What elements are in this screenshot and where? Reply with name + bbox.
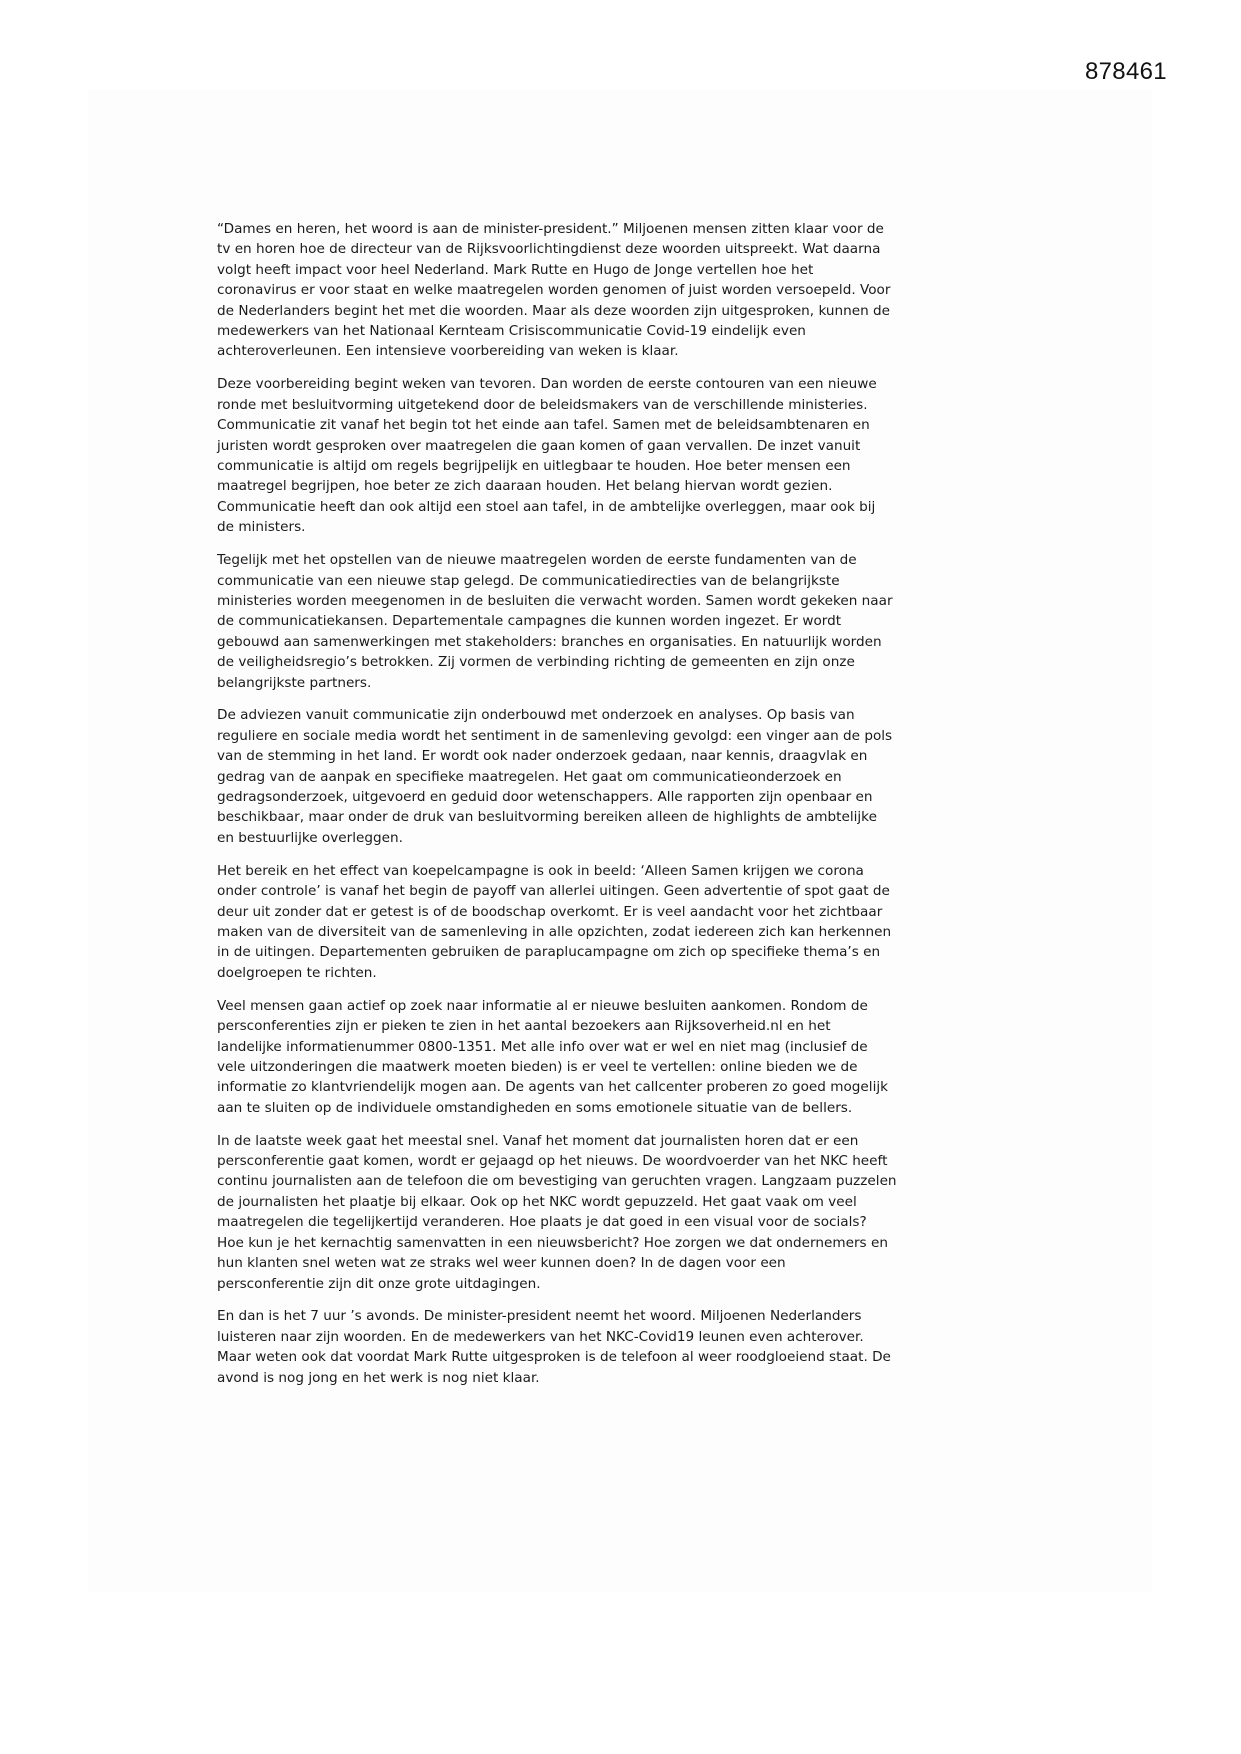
text-line: In de laatste week gaat het meestal snel. Vanaf het moment dat journalisten horen dat er een xyxy=(217,1132,859,1149)
paragraph-7 xyxy=(217,1131,1047,1294)
text-line: persconferenties zijn er pieken te zien in het aantal bezoekers aan Rijksoverheid.nl en het xyxy=(217,1018,831,1035)
text-line: de communicatiekansen. Departementale campagnes die kunnen worden ingezet. Er wordt xyxy=(217,613,842,630)
paragraph-6 xyxy=(217,996,1047,1118)
text-line: Tegelijk met het opstellen van de nieuwe maatregelen worden de eerste fundamenten van de xyxy=(217,552,857,569)
text-line: De adviezen vanuit communicatie zijn onderbouwd met onderzoek en analyses. Op basis van xyxy=(217,707,855,724)
text-line: gebouwd aan samenwerkingen met stakeholders: branches en organisaties. En natuurlijk worden xyxy=(217,633,882,650)
paragraph-5 xyxy=(217,861,1047,983)
text-line: vele uitzonderingen die maatwerk moeten bieden) is er veel te vertellen: online bieden we de xyxy=(217,1058,858,1075)
text-line: gedrag van de aanpak en specifieke maatregelen. Het gaat om communicatieonderzoek en xyxy=(217,768,842,785)
text-line: deur uit zonder dat er getest is of de boodschap overkomt. Er is veel aandacht voor het zichtbaar xyxy=(217,903,883,920)
text-line: belangrijkste partners. xyxy=(217,674,372,691)
text-line: continu journalisten aan de telefoon die om bevestiging van geruchten vragen. Langzaam puzzelen xyxy=(217,1173,897,1190)
text-line: maatregel begrijpen, hoe beter ze zich daaraan houden. Het belang hiervan wordt gezien. xyxy=(217,478,833,495)
document-id: 878461 xyxy=(1085,58,1167,85)
text-line: luisteren naar zijn woorden. En de medewerkers van het NKC-Covid19 leunen even achterover. xyxy=(217,1328,864,1345)
paragraph-2 xyxy=(217,374,1047,537)
text-line: Het bereik en het effect van koepelcampagne is ook in beeld: ‘Alleen Samen krijgen we corona xyxy=(217,862,864,879)
text-line: maatregelen die tegelijkertijd veranderen. Hoe plaats je dat goed in een visual voor de socials? xyxy=(217,1214,867,1231)
text-line: persconferentie zijn dit onze grote uitdagingen. xyxy=(217,1275,541,1292)
text-line: informatie zo klantvriendelijk mogen aan. De agents van het callcenter proberen zo goed mogelijk xyxy=(217,1079,888,1096)
text-line: “Dames en heren, het woord is aan de minister-president.” Miljoenen mensen zitten klaar voor de xyxy=(217,221,884,237)
text-line: achteroverleunen. Een intensieve voorbereiding van weken is klaar. xyxy=(217,343,679,360)
text-line: van de stemming in het land. Er wordt ook nader onderzoek gedaan, naar kennis, draagvlak en xyxy=(217,748,868,765)
text-line: Veel mensen gaan actief op zoek naar informatie al er nieuwe besluiten aankomen. Rondom de xyxy=(217,997,868,1014)
paragraph-4 xyxy=(217,705,1047,848)
text-line: avond is nog jong en het werk is nog niet klaar. xyxy=(217,1369,540,1386)
text-line: communicatie van een nieuwe stap gelegd. De communicatiedirecties van de belangrijkste xyxy=(217,572,840,589)
text-line: ronde met besluitvorming uitgetekend door de beleidsmakers van de verschillende ministeries. xyxy=(217,396,868,413)
paragraph-3 xyxy=(217,550,1047,693)
text-line: tv en horen hoe de directeur van de Rijksvoorlichtingdienst deze woorden uitspreekt. Wat daarna xyxy=(217,241,881,258)
document-body xyxy=(217,219,1047,1401)
text-line: landelijke informatienummer 0800-1351. Met alle info over wat er wel en niet mag (inclusief de xyxy=(217,1038,868,1055)
text-line: juristen wordt gesproken over maatregelen die gaan komen of gaan vervallen. De inzet vanuit xyxy=(217,437,861,454)
text-line: onder controle’ is vanaf het begin de payoff van allerlei uitingen. Geen advertentie of spot gaat de xyxy=(217,883,890,900)
text-line: aan te sluiten op de individuele omstandigheden en soms emotionele situatie van de bellers. xyxy=(217,1099,853,1116)
text-line: ministeries worden meegenomen in de besluiten die verwacht worden. Samen wordt gekeken naar xyxy=(217,592,893,609)
text-line: gedragsonderzoek, uitgevoerd en geduid door wetenschappers. Alle rapporten zijn openbaar en xyxy=(217,789,873,806)
text-line: En dan is het 7 uur ’s avonds. De minister-president neemt het woord. Miljoenen Nederlanders xyxy=(217,1308,862,1325)
text-line: maken van de diversiteit van de samenleving in alle opzichten, zodat iedereen zich kan herkennen xyxy=(217,924,892,940)
text-line: communicatie is altijd om regels begrijpelijk en uitlegbaar te houden. Hoe beter mensen een xyxy=(217,457,851,474)
text-line: Communicatie heeft dan ook altijd een stoel aan tafel, in de ambtelijke overleggen, maar ook bij xyxy=(217,498,876,515)
text-line: coronavirus er voor staat en welke maatregelen worden genomen of juist worden versoepeld. Voor xyxy=(217,282,891,299)
text-line: reguliere en sociale media wordt het sentiment in de samenleving gevolgd: een vinger aan de pols xyxy=(217,727,893,744)
text-line: Hoe kun je het kernachtig samenvatten in een nieuwsbericht? Hoe zorgen we dat ondernemers en xyxy=(217,1234,888,1251)
text-line: en bestuurlijke overleggen. xyxy=(217,829,403,846)
text-line: volgt heeft impact voor heel Nederland. Mark Rutte en Hugo de Jonge vertellen hoe het xyxy=(217,261,814,278)
text-line: in de uitingen. Departementen gebruiken de paraplucampagne om zich op specifieke thema’s en xyxy=(217,944,881,961)
paragraph-8 xyxy=(217,1306,1047,1388)
text-line: persconferentie gaat komen, wordt er gejaagd op het nieuws. De woordvoerder van het NKC heeft xyxy=(217,1153,888,1170)
text-line: de journalisten het plaatje bij elkaar. Ook op het NKC wordt gepuzzeld. Het gaat vaak om veel xyxy=(217,1193,857,1210)
text-line: hun klanten snel weten wat ze straks wel weer kunnen doen? In de dagen voor een xyxy=(217,1255,786,1272)
text-line: Communicatie zit vanaf het begin tot het einde aan tafel. Samen met de beleidsambtenaren en xyxy=(217,417,870,434)
paragraph-1 xyxy=(217,219,1047,362)
text-line: Deze voorbereiding begint weken van tevoren. Dan worden de eerste contouren van een nieuwe xyxy=(217,376,877,393)
text-line: de veiligheidsregio’s betrokken. Zij vormen de verbinding richting de gemeenten en zijn onze xyxy=(217,654,855,671)
text-line: beschikbaar, maar onder de druk van besluitvorming bereiken alleen de highlights de ambtelijke xyxy=(217,809,877,826)
text-line: medewerkers van het Nationaal Kernteam Crisiscommunicatie Covid-19 eindelijk even xyxy=(217,323,806,340)
text-line: de ministers. xyxy=(217,519,306,536)
text-line: de Nederlanders begint het met die woorden. Maar als deze woorden zijn uitgesproken, kunnen de xyxy=(217,302,891,319)
text-line: Maar weten ook dat voordat Mark Rutte uitgesproken is de telefoon al weer roodgloeiend staat. De xyxy=(217,1349,891,1366)
text-line: doelgroepen te richten. xyxy=(217,964,377,981)
